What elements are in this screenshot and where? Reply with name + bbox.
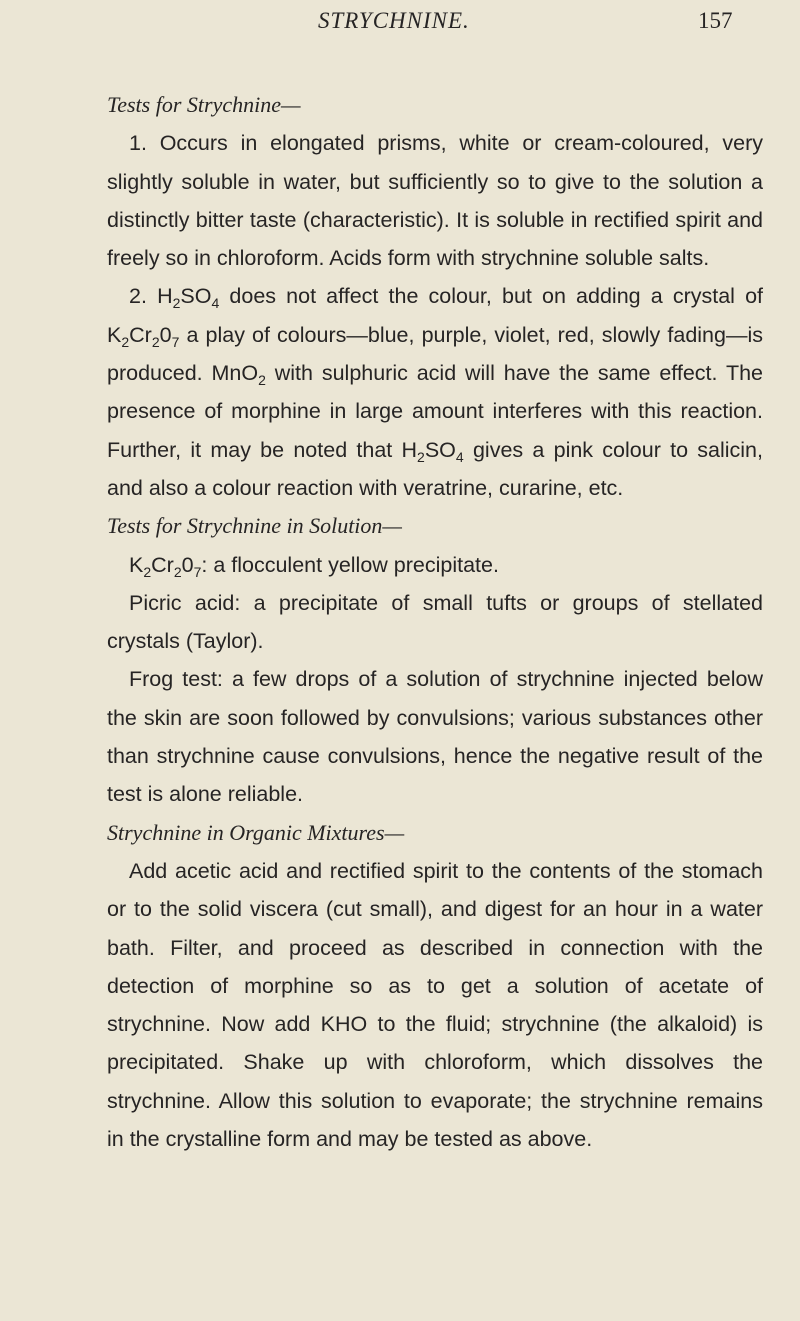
text-run: with sulphuric acid will have the same effect. The presence of morphine in large amount interferes with this reaction. Further, it may be noted that <box>107 361 763 462</box>
formula-potassium-dichromate: $K_2Cr_20_7$ <box>107 322 180 350</box>
body-text <box>107 86 763 1158</box>
running-head <box>0 4 800 44</box>
test-dichromate <box>107 546 763 584</box>
test-frog: Frog test: a few drops of a solution of strychnine injected below the skin are soon followed by convulsions; various substances other than strychnine cause convulsions, hence the negative result of the test is alone reliable. <box>107 667 763 807</box>
formula-manganese-dioxide: MnO$_2$ <box>211 361 266 389</box>
test-item-2 <box>107 277 763 507</box>
formula-potassium-dichromate: $K_2Cr_20_7$ <box>129 552 202 580</box>
page-number: 157 <box>698 8 733 33</box>
formula-sulphuric-acid: $H_2SO_4$ <box>157 284 220 312</box>
item-number: 2. <box>129 284 147 309</box>
text-run: : a flocculent yellow precipitate. <box>201 552 499 577</box>
test-item-1: 1. Occurs in elongated prisms, white or cream-coloured, very slightly soluble in water, but sufficiently so to give to the solution a distinctly bitter taste (characteristic). It is soluble in rectified spirit and freely so in chloroform. Acids form with strychnine soluble salts. <box>107 131 763 271</box>
formula-sulphuric-acid: $H_2SO_4$ <box>401 437 464 465</box>
organic-procedure: Add acetic acid and rectified spirit to the contents of the stomach or to the solid viscera (cut small), and digest for an hour in a water bath. Filter, and proceed as described in connection with the detection of morphine so as to get a solution of acetate of strychnine. Now add KHO to the fluid; strychnine (the alkaloid) is precipitated. Shake up with chloroform, which dissolves the strychnine. Allow this solution to evaporate; the strychnine remains in the crystalline form and may be tested as above. <box>107 858 763 1152</box>
text-run: gives a pink colour to salicin, and also a colour reaction with veratrine, curarine, etc. <box>107 437 763 500</box>
text-run: a play of colours—blue, purple, violet, red, slowly fading—is produced. <box>107 322 763 386</box>
section-heading-organic: Strychnine in Organic Mixtures— <box>107 819 405 845</box>
text-run: does not affect the colour, but on adding a crystal of <box>229 284 764 309</box>
section-heading-solution: Tests for Strychnine in Solution— <box>107 513 402 539</box>
section-heading-tests: Tests for Strychnine— <box>107 92 301 117</box>
running-title: STRYCHNINE. <box>318 8 470 33</box>
test-picric-acid: Picric acid: a precipitate of small tufts or groups of stellated crystals (Taylor). <box>107 590 763 654</box>
